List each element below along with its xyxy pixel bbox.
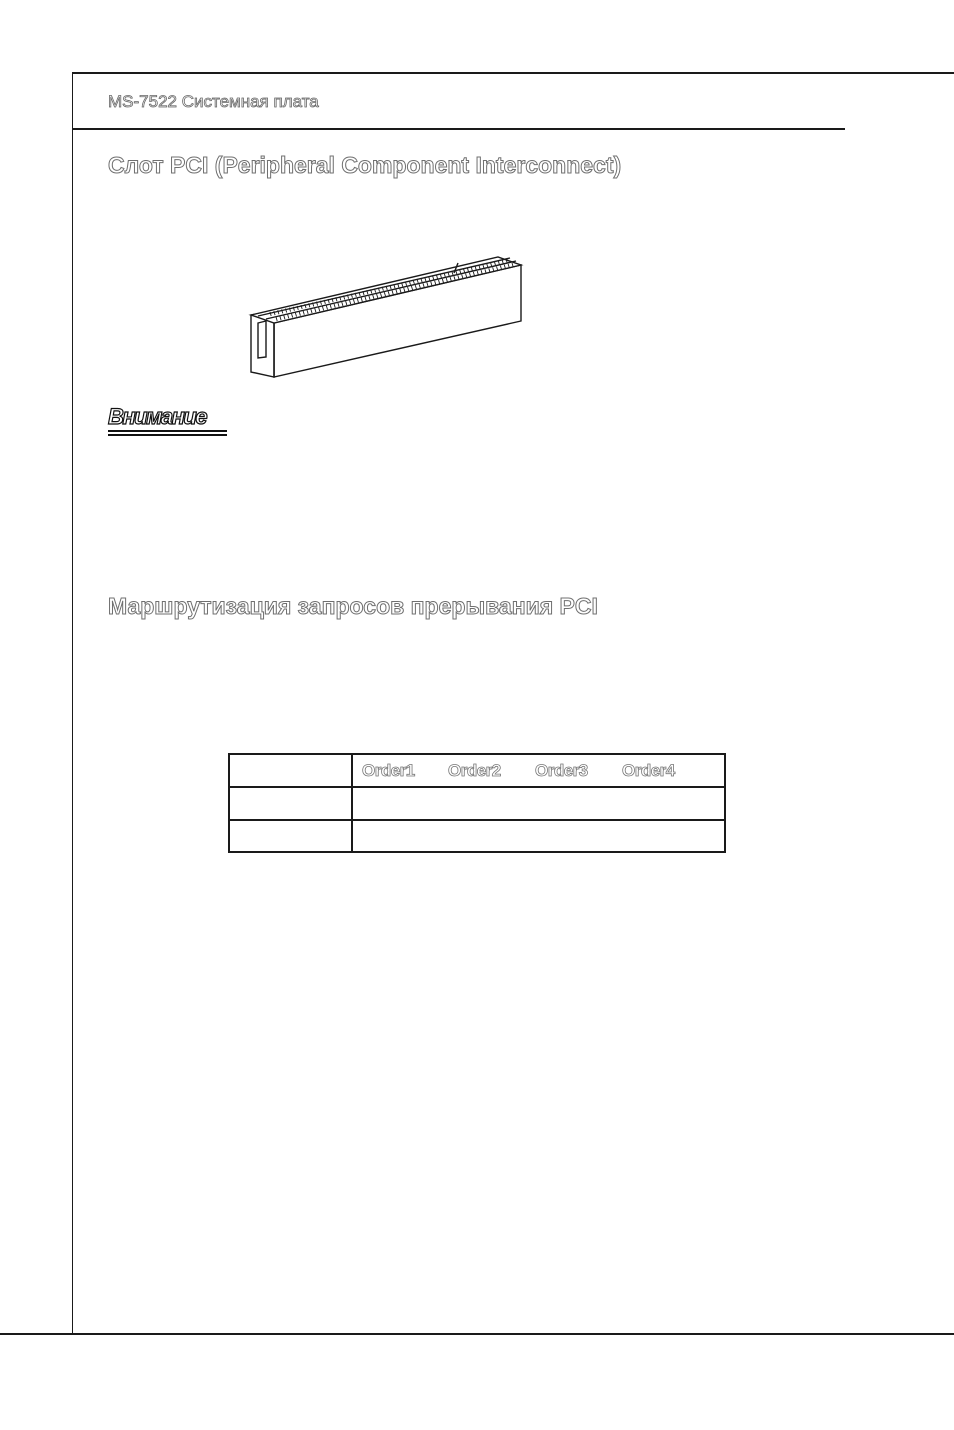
table-header-orders-cell	[352, 754, 725, 787]
table-header-label-cell	[229, 754, 352, 787]
attention-label: Внимание	[108, 404, 207, 429]
header-rule	[72, 128, 845, 130]
page-header: MS-7522 Системная плата	[108, 92, 319, 111]
table-row-values-cell	[352, 787, 725, 820]
attention-underline-top	[108, 430, 227, 432]
table-header-row	[229, 754, 725, 787]
table-row	[229, 820, 725, 852]
irq-routing-table	[228, 753, 726, 853]
order1-header: Order1	[362, 760, 415, 780]
table-row-values-cell	[352, 820, 725, 852]
table-row-label-cell	[229, 820, 352, 852]
order3-header: Order3	[535, 760, 588, 780]
table-row-label-cell	[229, 787, 352, 820]
left-frame-line	[72, 72, 74, 1334]
attention-underline-bottom	[108, 434, 227, 436]
bottom-frame-line	[0, 1333, 954, 1335]
section-title-pci-slot: Слот PCI (Peripheral Component Interconnect)	[108, 152, 622, 178]
order4-header: Order4	[622, 760, 675, 780]
order2-header: Order2	[448, 760, 501, 780]
table-row	[229, 787, 725, 820]
section-title-irq-routing: Маршрутизация запросов прерывания PCI	[108, 593, 598, 619]
pci-slot-diagram	[248, 255, 528, 380]
top-frame-line	[72, 72, 954, 74]
